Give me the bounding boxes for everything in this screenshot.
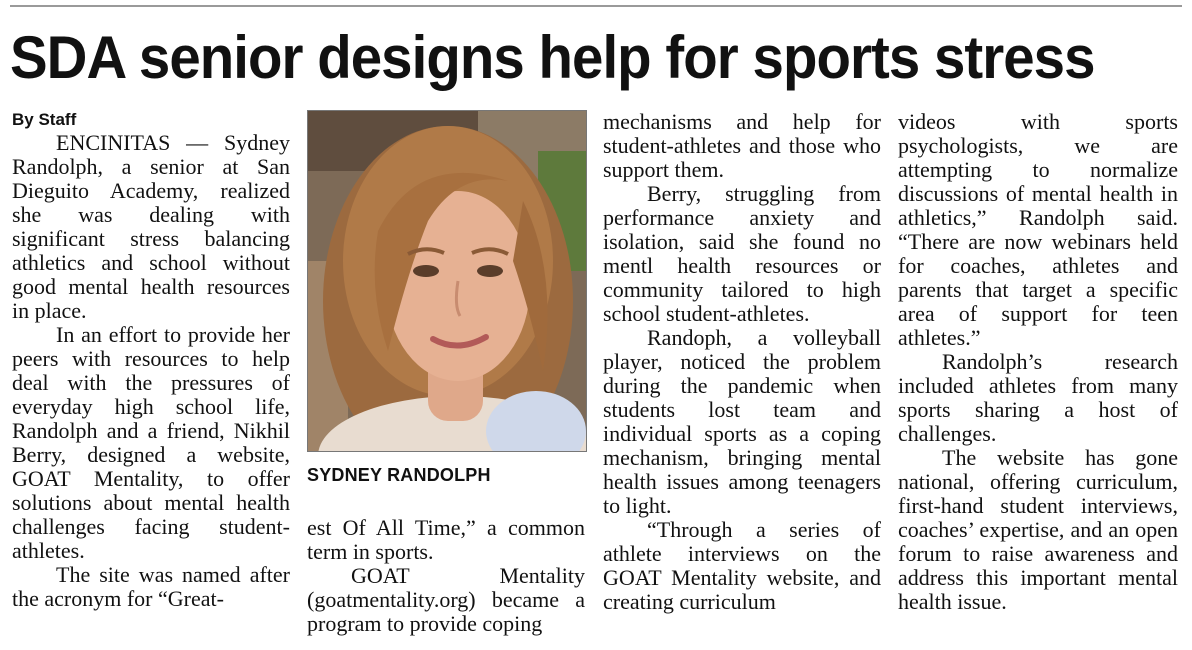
paragraph: Randoph, a volleyball player, noticed the problem during the pandemic when students lost team and individual sports as a coping mechanism, bringing mental health issues among teenagers to light. (603, 325, 881, 518)
paragraph-continued: mechanisms and help for student-athletes and those who support them. (603, 109, 881, 182)
paragraph-continued: est Of All Time,” a common term in sports. (307, 515, 585, 564)
paragraph: GOAT Mentality (goatmentality.org) became a program to provide coping (307, 563, 585, 636)
paragraph-continued: videos with sports psychologists, we are attempting to normalize discussions of mental health in athletics,” Randolph said. “There are now webinars held for coaches, athletes and parents that target a specific area of support for teen athletes.” (898, 109, 1178, 350)
photo-caption: SYDNEY RANDOLPH (307, 465, 491, 485)
article-column-1 (12, 109, 290, 611)
top-rule (10, 5, 1182, 7)
byline: By Staff (12, 110, 77, 129)
portrait-illustration (308, 111, 586, 451)
paragraph: In an effort to provide her peers with resources to help deal with the pressures of everyday high school life, Randolph and a friend, Nikhil Berry, designed a website, GOAT Mentality, to offer solutions about mental health challenges facing student-athletes. (12, 322, 290, 563)
article-column-2 (307, 516, 585, 636)
paragraph: The website has gone national, offering curriculum, first-hand student interviews, coaches’ expertise, and an open forum to raise awareness and address this important mental health issue. (898, 445, 1178, 614)
paragraph: “Through a series of athlete interviews on the GOAT Mentality website, and creating curriculum (603, 517, 881, 614)
article-column-3 (603, 110, 881, 614)
headline: SDA senior designs help for sports stress (10, 24, 1095, 91)
paragraph: The site was named after the acronym for “Great- (12, 562, 290, 611)
portrait-photo (307, 110, 587, 452)
paragraph-dateline: ENCINITAS — Sydney Randolph, a senior at San Dieguito Academy, realized she was dealing with significant stress balancing athletics and school without good mental health resources in place. (12, 130, 290, 323)
article-column-4 (898, 110, 1178, 614)
paragraph: Berry, struggling from performance anxiety and isolation, said she found no mentl health resources or community tailored to high school student-athletes. (603, 181, 881, 326)
paragraph: Randolph’s research included athletes from many sports sharing a host of challenges. (898, 349, 1178, 446)
